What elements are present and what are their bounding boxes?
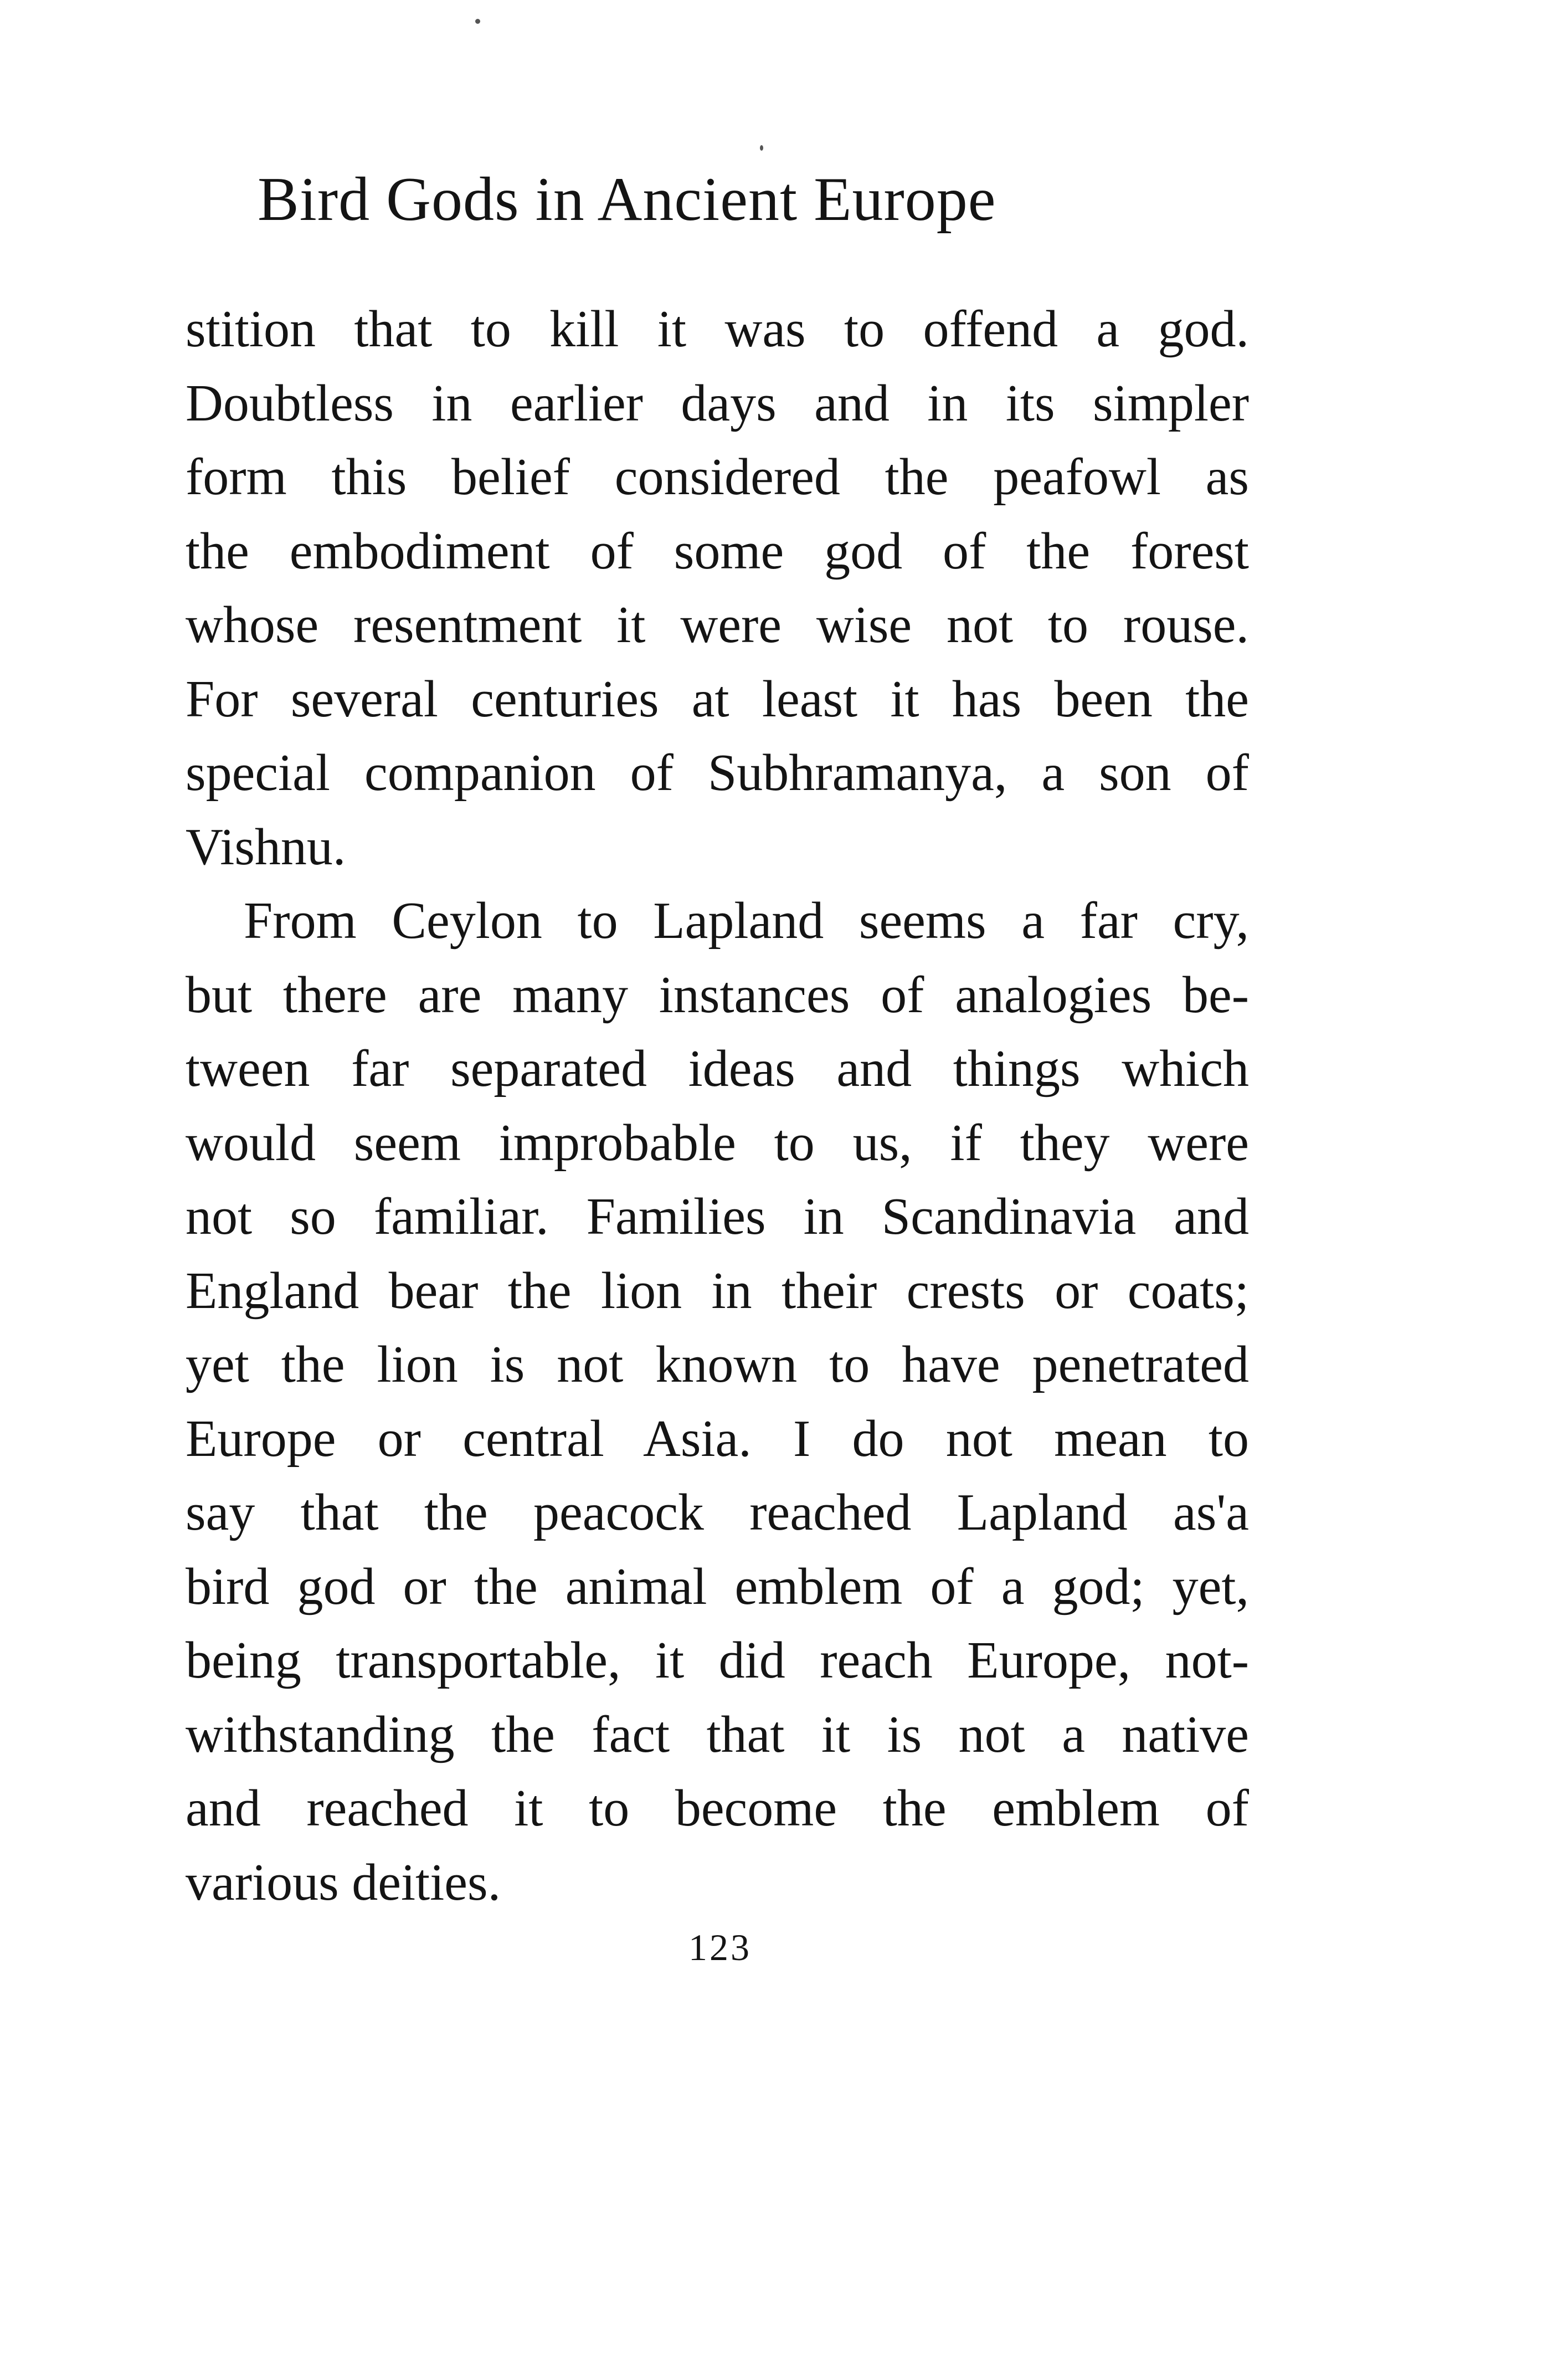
running-head: Bird Gods in Ancient Europe: [258, 165, 996, 234]
text-line: tween far separated ideas and things which: [186, 1040, 1249, 1097]
text-line: bird god or the animal emblem of a god; yet,: [186, 1557, 1249, 1615]
text-line: and reached it to become the emblem of: [186, 1779, 1249, 1837]
text-line: Europe or central Asia. I do not mean to: [186, 1409, 1249, 1468]
text-line: but there are many instances of analogies be-: [186, 966, 1249, 1024]
text-line: withstanding the fact that it is not a native: [186, 1705, 1249, 1763]
text-line: Vishnu.: [186, 818, 346, 876]
text-line: yet the lion is not known to have penetrated: [186, 1336, 1249, 1393]
paragraph-1: [186, 293, 1249, 884]
scan-speck: [475, 19, 480, 24]
scan-speck: [760, 145, 763, 151]
text-line: form this belief considered the peafowl as: [186, 448, 1249, 506]
text-line: say that the peacock reached Lapland as'a: [186, 1484, 1249, 1541]
text-line: England bear the lion in their crests or coats;: [186, 1261, 1249, 1320]
text-line: not so familiar. Families in Scandinavia and: [186, 1188, 1249, 1245]
text-line: whose resentment it were wise not to rouse.: [186, 596, 1249, 654]
text-line: From Ceylon to Lapland seems a far cry,: [244, 892, 1249, 950]
text-line: Doubtless in earlier days and in its simpler: [186, 374, 1249, 432]
text-line: stition that to kill it was to offend a god.: [186, 300, 1249, 358]
text-line: special companion of Subhramanya, a son of: [186, 744, 1249, 802]
text-line: the embodiment of some god of the forest: [186, 522, 1249, 580]
text-line: would seem improbable to us, if they were: [186, 1114, 1249, 1172]
page-number: 123: [688, 1926, 752, 1968]
text-line: various deities.: [186, 1853, 501, 1911]
text-line: being transportable, it did reach Europe, not-: [186, 1632, 1249, 1689]
paragraph-2: [186, 884, 1249, 1920]
body-text: [186, 293, 1249, 1920]
text-line: For several centuries at least it has been the: [186, 670, 1249, 728]
